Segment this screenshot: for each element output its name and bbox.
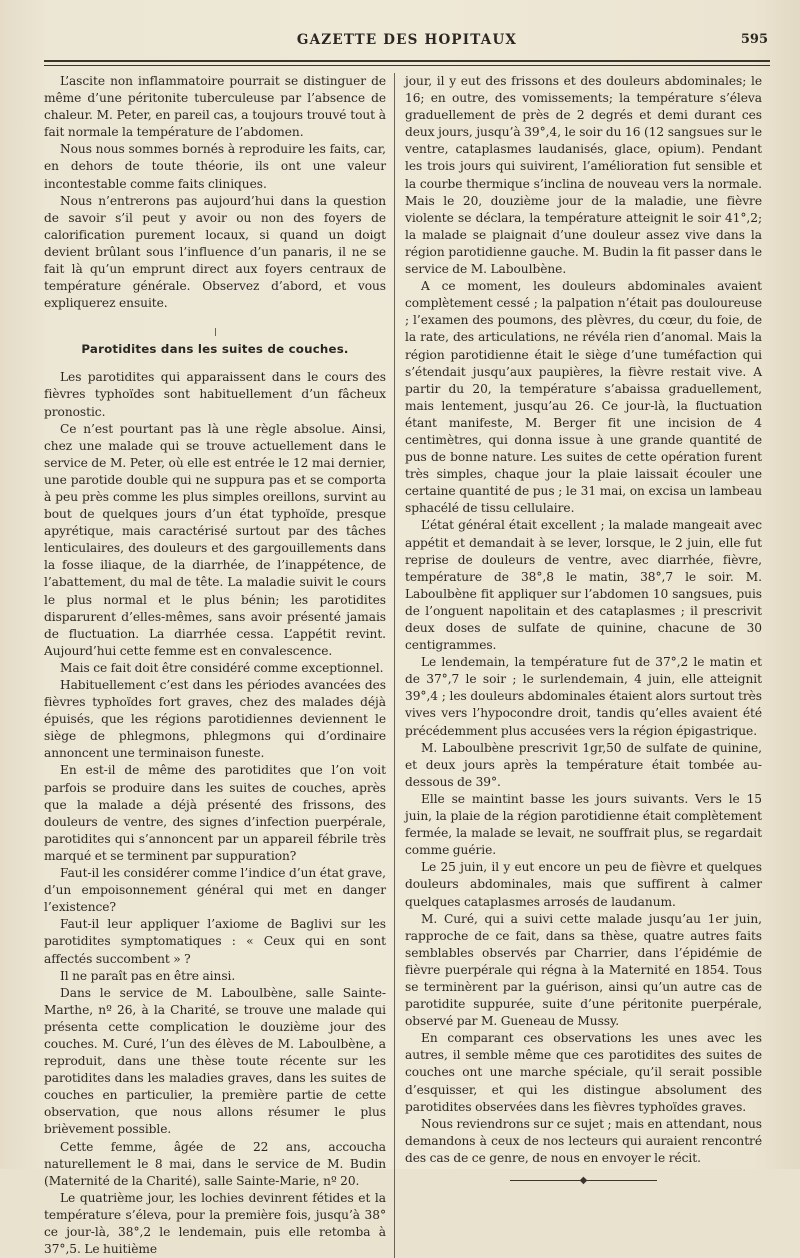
paragraph: Nous reviendrons sur ce sujet ; mais en attendant, nous demandons à ceux de nos lecteurs qui auraient rencontré des cas de ce genre, de nous en envoyer le récit. [405,1116,762,1165]
paragraph: Le quatrième jour, les lochies devinrent fétides et la température s’éleva, pour la première fois, jusqu’à 38° ce jour-là, 38°,2 le lendemain, puis elle retomba à 37°,5. Le huitième [44,1190,386,1257]
paragraph: Nous n’entrerons pas aujourd’hui dans la question de savoir s’il peut y avoir ou non des foyers de calorification purement locaux, si quand un doigt devient brûlant sous l’influence d’un panaris, il ne se fait là qu’un emprunt direct aux foyers centraux de température générale. Observez d’abord, et vous expliquerez ensuite. [44,193,386,311]
paragraph: Dans le service de M. Laboulbène, salle Sainte-Marthe, nº 26, à la Charité, se trouve une malade qui présenta cette complication le douzième jour des couches. M. Curé, l’un des élèves de M. Laboulbène, a reproduit, dans une thèse toute récente sur les parotidites dans les maladies graves, dans les suites de couches en particulier, la première partie de cette observation, que nous allons résumer le plus brièvement possible. [44,985,386,1137]
paragraph: Faut-il les considérer comme l’indice d’un état grave, d’un empoisonnement général qui met en danger l’existence? [44,866,386,915]
paragraph: M. Curé, qui a suivi cette malade jusqu’au 1er juin, rapproche de ce fait, dans sa thèse, quatre autres faits semblables observés par Charrier, dans l’épidémie de fièvre puerpérale qui régna à la Maternité en 1854. Tous se terminèrent par la guérison, ainsi qu’un autre cas de parotidite suppurée, suite d’une péritonite puerpérale, observé par M. Gueneau de Mussy. [405,911,762,1029]
header-rule [44,60,770,66]
paragraph: L’état général était excellent ; la malade mangeait avec appétit et demandait à se lever, lorsque, le 2 juin, elle fut reprise de douleurs de ventre, avec diarrhée, fièvre, température de 38°,8 le matin, 38°,7 le soir. M. Laboulbène fit appliquer sur l’abdomen 10 sangsues, puis de l’onguent napolitain et des cataplasmes ; il prescrivit deux doses de sulfate de quinine, chacune de 30 centigrammes. [405,518,762,653]
paragraph: jour, il y eut des frissons et des douleurs abdominales; le 16; en outre, des vomissements; la température s’éleva graduellement de près de 2 degrés et demi durant ces deux jours, jusqu’à 39°,4, le soir du 16 (12 sangsues sur le ventre, cataplasmes laudanisés, glace, opium). Pendant les trois jours qui suivirent, l’amélioration fut sensible et la courbe thermique s’inclina de nouveau vers la normale. Mais le 20, douzième jour de la maladie, une fièvre violente se déclara, la température atteignit le soir 41°,2; la malade se plaignait d’une douleur assez vive dans la région parotidienne gauche. M. Budin la fit passer dans le service de M. Laboulbène. [405,74,762,277]
paragraph: Ce n’est pourtant pas là une règle absolue. Ainsi, chez une malade qui se trouve actuellement dans le service de M. Peter, où elle est entrée le 12 mai dernier, une parotide double qui ne suppura pas et se comporta à peu près comme les plus simples oreillons, survint au bout de quelques jours d’un état typhoïde, presque apyrétique, mais caractérisé surtout par des tâches lenticulaires, des douleurs et des gargouillements dans la fosse iliaque, de la diarrhée, de l’inappétence, de l’abattement, du mal de tête. La maladie suivit le cours le plus normal et le plus bénin; les parotidites disparurent d’elles-mêmes, sans avoir présenté jamais de fluctuation. La diarrhée cessa. L’appétit revint. Aujourd’hui cette femme est en convalescence. [44,421,386,658]
text-columns [44,73,770,1258]
left-column [44,73,394,1258]
paragraph: Il ne paraît pas en être ainsi. [60,968,236,983]
paragraph: En comparant ces observations les unes avec les autres, il semble même que ces parotidites des suites de couches ont une marche spéciale, qu’il serait possible d’esquisser, et qui les distingue absolument des parotidites observées dans les fièvres typhoïdes graves. [405,1031,762,1114]
paragraph: Elle se maintint basse les jours suivants. Vers le 15 juin, la plaie de la région parotidienne était complètement fermée, la malade se levait, ne souffrait plus, se regardait comme guérie. [405,791,762,858]
paragraph: M. Laboulbène prescrivit 1gr,50 de sulfate de quinine, et deux jours après la température était tombée au-dessous de 39°. [405,740,762,789]
paragraph: A ce moment, les douleurs abdominales avaient complètement cessé ; la palpation n’était pas douloureuse ; l’examen des poumons, des plèvres, du cœur, du foie, de la rate, des articulations, ne révéla rien d’anomal. Mais la région parotidienne était le siège d’une tuméfaction qui s’étendait jusqu’aux paupières, la fièvre restait vive. A partir du 20, la température s’abaissa graduellement, mais lentement, jusqu’au 26. Ce jour-là, la fluctuation étant manifeste, M. Berger fit une incision de 4 centimètres, qui donna issue à une grande quantité de pus de bonne nature. Les suites de cette opération furent très simples, chaque jour la plaie laissait écouler une certaine quantité de pus ; le 31 mai, on excisa un lambeau sphacélé de tissu cellulaire. [405,279,762,516]
right-column [394,73,762,1258]
paragraph: Le 25 juin, il y eut encore un peu de fièvre et quelques douleurs abdominales, mais que suffirent à calmer quelques cataplasmes arrosés de laudanum. [405,860,762,909]
paragraph: Faut-il leur appliquer l’axiome de Baglivi sur les parotidites symptomatiques : « Ceux qui en sont affectés succombent » ? [44,917,386,966]
page-number: 595 [740,32,768,47]
end-ornament: ◆ [405,1175,762,1186]
section-title: Parotidites dans les suites de couches. [44,328,386,356]
paragraph: Les parotidites qui apparaissent dans le cours des fièvres typhoïdes sont habituellement d’un fâcheux pronostic. [44,370,386,419]
paragraph: Le lendemain, la température fut de 37°,2 le matin et de 37°,7 le soir ; le surlendemain, 4 juin, elle atteignit 39°,4 ; les douleurs abdominales étaient alors surtout très vives vers l’hypocondre droit, tandis qu’elles avaient été précédemment plus accusées vers la région épigastrique. [405,655,762,738]
journal-title: GAZETTE DES HOPITAUX [296,32,518,48]
paragraph: Mais ce fait doit être considéré comme exceptionnel. [60,660,384,675]
paragraph: En est-il de même des parotidites que l’on voit parfois se produire dans les suites de couches, après que la malade a déjà présenté des frissons, des douleurs de ventre, des signes d’infection puerpérale, parotidites qui s’annoncent par un appareil fébrile très marqué et se terminent par suppuration? [44,763,386,863]
paragraph: Cette femme, âgée de 22 ans, accoucha naturellement le 8 mai, dans le service de M. Budin (Maternité de la Charité), salle Sainte-Marie, nº 20. [44,1139,386,1188]
paragraph: Nous nous sommes bornés à reproduire les faits, car, en dehors de toute théorie, ils ont une valeur incontestable comme faits cliniques. [44,142,386,191]
paragraph: Habituellement c’est dans les périodes avancées des fièvres typhoïdes fort graves, chez des malades déjà épuisés, que les régions parotidiennes deviennent le siège de phlegmons, phlegmons qui d’ordinaire annoncent une terminaison funeste. [44,678,386,761]
page-header [44,28,770,50]
paragraph: L’ascite non inflammatoire pourrait se distinguer de même d’une péritonite tuberculeuse par l’absence de chaleur. M. Peter, en pareil cas, a toujours trouvé tout à fait normale la température de l’abdomen. [44,74,386,140]
